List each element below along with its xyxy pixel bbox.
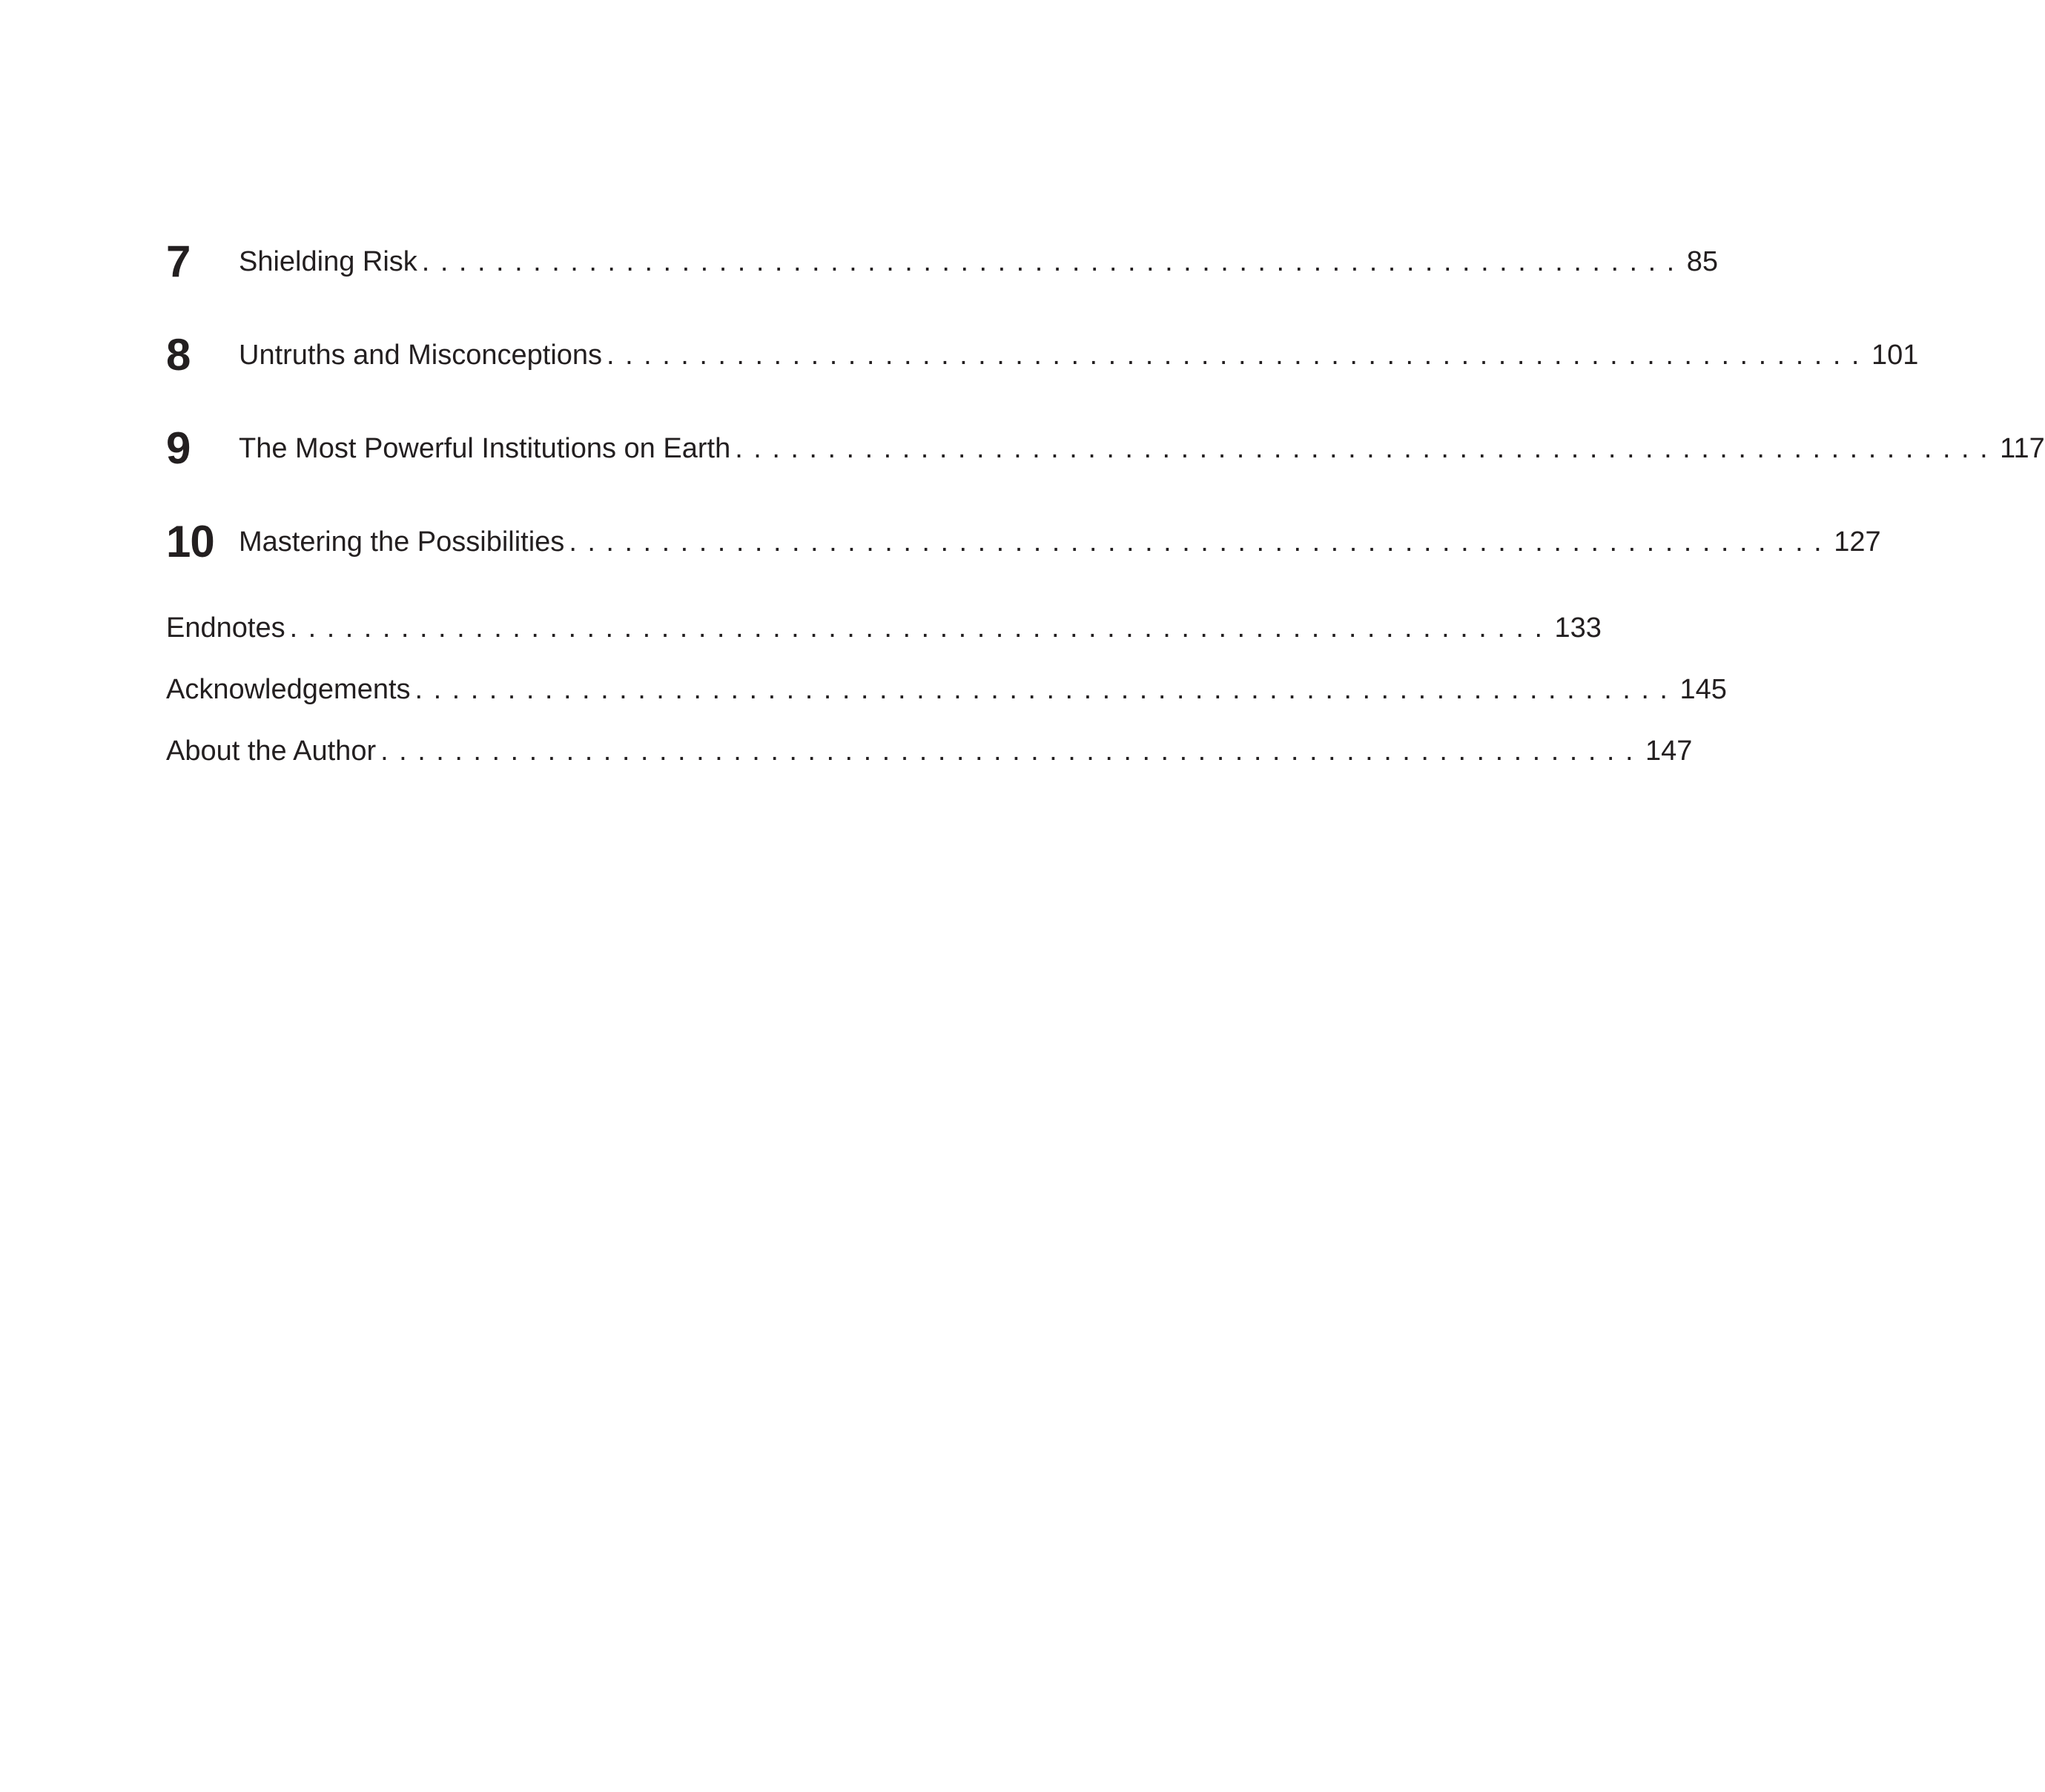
page-number: 101 [1871, 339, 1919, 371]
page-number: 147 [1645, 735, 1693, 767]
dot-leader: .................................................................... [607, 339, 1870, 371]
toc-back-matter-entry [166, 729, 1693, 773]
toc-chapter-entry [166, 325, 1919, 385]
toc-chapter-entry [166, 419, 2045, 478]
chapter-number: 7 [166, 237, 191, 286]
chapter-title: The Most Powerful Institutions on Earth [239, 432, 731, 464]
toc-back-matter-entry [166, 667, 1727, 712]
dot-leader: .................................................................... [569, 526, 1833, 558]
back-matter-title: Endnotes [166, 612, 285, 644]
chapter-number: 10 [166, 517, 214, 566]
toc-entry-line [239, 419, 2045, 478]
chapter-number: 8 [166, 330, 191, 380]
toc-entry-line [239, 512, 1881, 572]
back-matter-title: Acknowledgements [166, 673, 411, 705]
dot-leader: .................................................................... [414, 673, 1679, 705]
chapter-number: 9 [166, 423, 191, 473]
dot-leader: .................................................................... [735, 432, 1999, 464]
toc-back-matter-entry [166, 606, 1602, 650]
page-number: 127 [1834, 526, 1881, 558]
page-number: 145 [1679, 673, 1727, 705]
toc-chapter-entry [166, 232, 1718, 291]
dot-leader: .................................................................... [289, 612, 1553, 644]
toc-chapter-entry [166, 512, 1881, 572]
page-number: 133 [1554, 612, 1602, 644]
chapter-title: Shielding Risk [239, 245, 417, 277]
page-number: 117 [2000, 432, 2045, 464]
toc-entry-line [239, 325, 1919, 385]
chapter-title: Untruths and Misconceptions [239, 339, 603, 371]
back-matter-title: About the Author [166, 735, 377, 767]
page-number: 85 [1686, 245, 1718, 277]
dot-leader: .................................................................... [421, 245, 1685, 277]
chapter-title: Mastering the Possibilities [239, 526, 565, 558]
dot-leader: .................................................................... [380, 735, 1645, 767]
toc-entry-line [239, 232, 1718, 291]
